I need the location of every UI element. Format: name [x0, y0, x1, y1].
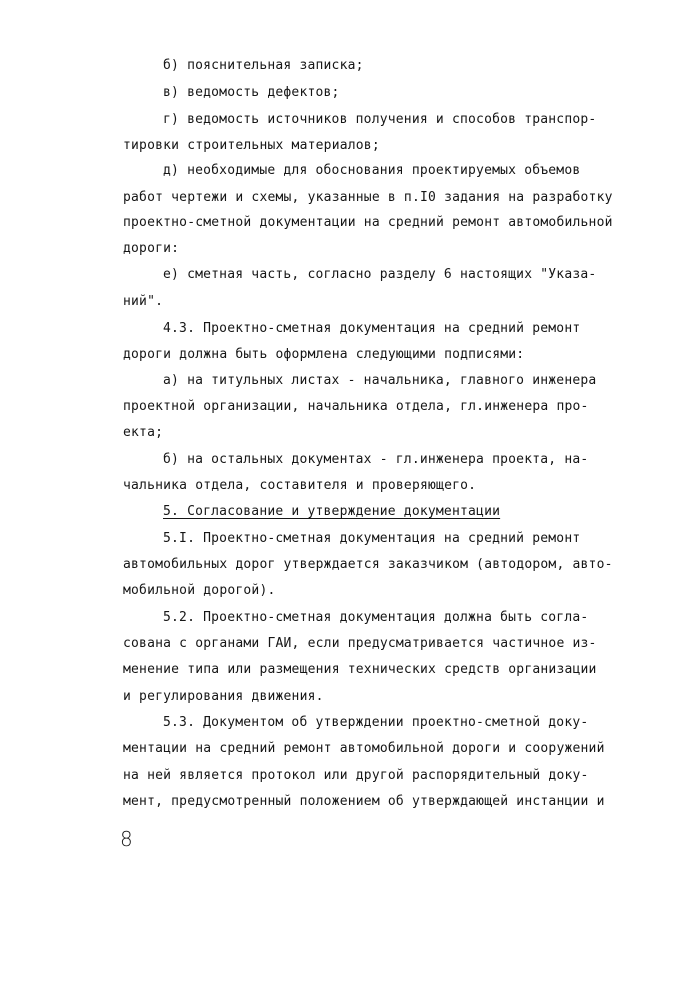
text-line: мобильной дорогой). — [123, 583, 276, 598]
text-line: проектно-сметной документации на средний ремонт автомобильной — [123, 215, 613, 230]
text-line: ментации на средний ремонт автомобильной дороги и сооружений — [123, 741, 605, 756]
text-line: автомобильных дорог утверждается заказчиком (автодором, авто- — [123, 557, 613, 572]
text-line: мент, предусмотренный положением об утверждающей инстанции и — [123, 794, 605, 809]
text-line: в) ведомость дефектов; — [163, 85, 340, 100]
text-line: б) на остальных документах - гл.инженера проекта, на- — [163, 452, 589, 467]
text-line: проектной организации, начальника отдела, гл.инженера про- — [123, 399, 589, 414]
text-line: д) необходимые для обоснования проектируемых объемов — [163, 163, 581, 178]
text-line: 4.3. Проектно-сметная документация на средний ремонт — [163, 321, 581, 336]
text-line: г) ведомость источников получения и способов транспор- — [163, 112, 597, 127]
text-line: 5.3. Документом об утверждении проектно-сметной доку- — [163, 715, 589, 730]
text-line: сована с органами ГАИ, если предусматривается частичное из- — [123, 636, 597, 651]
text-line: б) пояснительная записка; — [163, 58, 364, 73]
section-heading: 5. Согласование и утверждение документации — [163, 504, 501, 519]
text-line: 5.I. Проектно-сметная документация на средний ремонт — [163, 531, 581, 546]
text-line: а) на титульных листах - начальника, главного инженера — [163, 373, 597, 388]
text-line: екта; — [123, 425, 164, 440]
text-line: и регулирования движения. — [123, 689, 324, 704]
page-number: 8 — [120, 827, 133, 851]
text-line: е) сметная часть, согласно разделу 6 настоящих "Указа- — [163, 267, 597, 282]
text-line: на ней является протокол или другой распорядительный доку- — [123, 768, 589, 783]
text-line: тировки строительных материалов; — [123, 138, 380, 153]
text-line: ний". — [123, 294, 164, 309]
text-line: дороги: — [123, 241, 180, 256]
text-line: чальника отдела, составителя и проверяющего. — [123, 478, 477, 493]
text-line: дороги должна быть оформлена следующими подписями: — [123, 347, 525, 362]
text-line: менение типа или размещения технических средств организации — [123, 662, 597, 677]
text-line: работ чертежи и схемы, указанные в п.I0 задания на разработку — [123, 190, 613, 205]
text-line: 5.2. Проектно-сметная документация должна быть согла- — [163, 610, 589, 625]
